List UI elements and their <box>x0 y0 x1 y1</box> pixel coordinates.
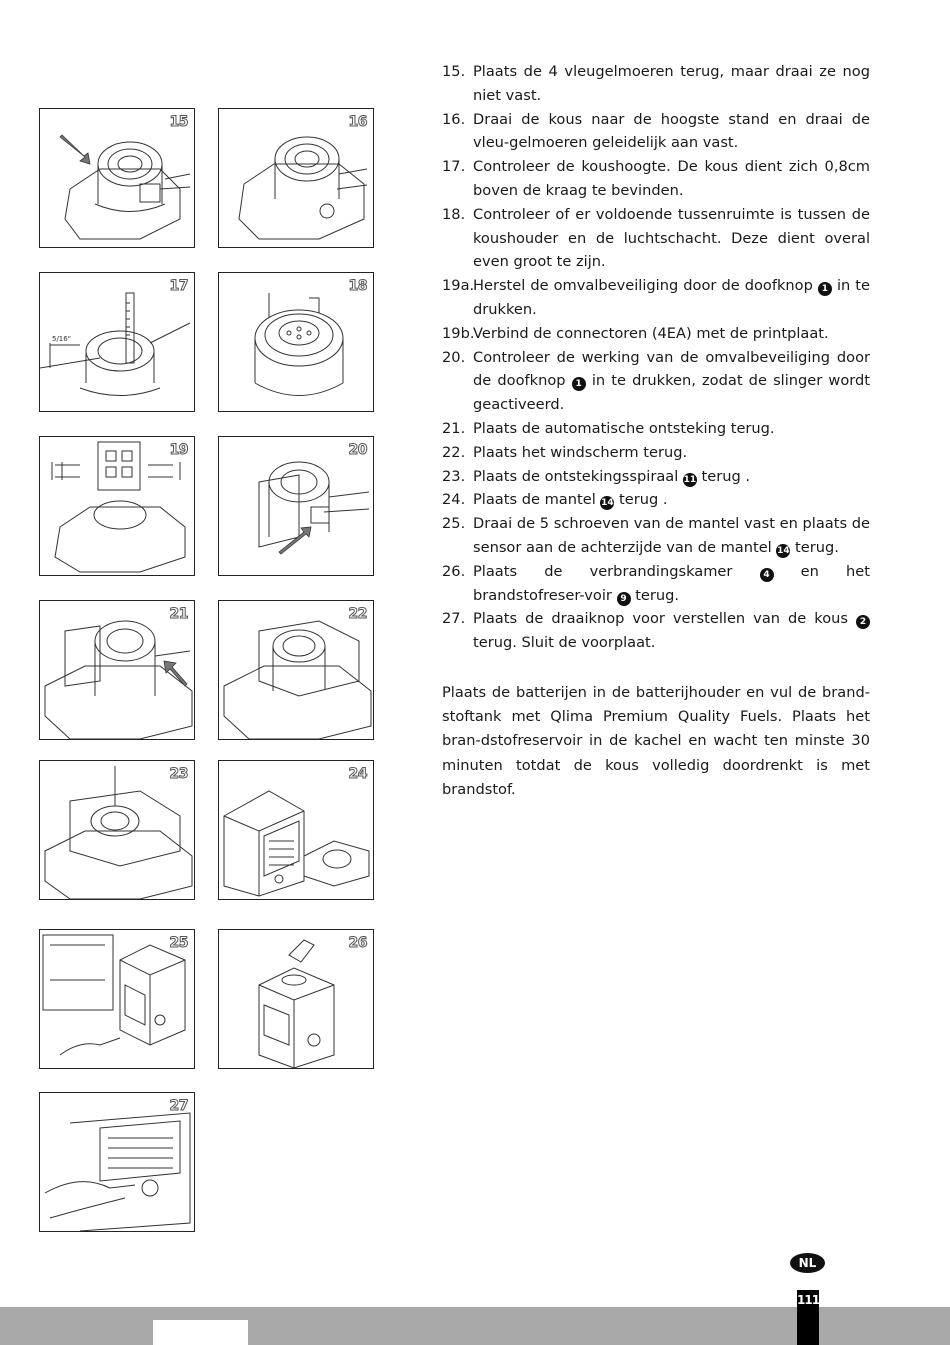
figure-15 <box>39 108 195 248</box>
part-number-icon: 9 <box>617 592 631 606</box>
step-number: 23. <box>442 467 466 485</box>
figure-19 <box>39 436 195 576</box>
figure-17 <box>39 272 195 412</box>
step-text: Plaats de mantel 14 terug . <box>473 491 668 509</box>
step-23 <box>442 465 870 489</box>
step-15 <box>442 60 870 108</box>
figure-24 <box>218 760 374 900</box>
step-number: 20. <box>442 348 466 366</box>
language-badge: NL <box>790 1253 825 1273</box>
figure-number: 25 <box>169 935 188 951</box>
step-text: Plaats de draaiknop voor verstellen van de kous 2 terug. Sluit de voorplaat. <box>473 607 870 655</box>
step-16 <box>442 108 870 156</box>
step-number: 27. <box>442 610 466 628</box>
step-text: Herstel de omvalbeveiliging door de doofknop 1 in te drukken. <box>473 277 870 318</box>
figure-number: 18 <box>348 278 367 294</box>
step-text: Plaats de ontstekingsspiraal 11 terug . <box>473 467 751 485</box>
step-24 <box>442 488 870 512</box>
figure-16 <box>218 108 374 248</box>
figure-number: 23 <box>169 766 188 782</box>
step-number: 18. <box>442 205 466 223</box>
step-22 <box>442 441 870 465</box>
step-text: Plaats de verbrandingskamer 4 en het brandstofreser-voir 9 terug. <box>473 562 870 604</box>
step-26 <box>442 560 870 608</box>
figure-number: 19 <box>169 442 188 458</box>
part-number-icon: 1 <box>818 282 832 296</box>
figure-number: 20 <box>348 442 367 458</box>
step-number: 22. <box>442 443 466 461</box>
step-20 <box>442 346 870 417</box>
closing-paragraph: Plaats de batterijen in de batterijhouder en vul de brand-stoftank met Qlima Premium Quality Fuels. Plaats het bran-dstofreservoir in de kachel en wacht ten minste 30 minuten totdat de kous volledig doordrenkt is met brandstof. <box>442 684 870 798</box>
figure-26 <box>218 929 374 1069</box>
step-text: Plaats de 4 vleugelmoeren terug, maar draai ze nog niet vast. <box>473 63 870 104</box>
step-21 <box>442 417 870 441</box>
part-number-icon: 14 <box>777 545 790 556</box>
figure-number: 26 <box>348 935 367 951</box>
step-text: Plaats de automatische ontsteking terug. <box>473 419 775 437</box>
figure-number: 24 <box>348 766 367 782</box>
step-number: 26. <box>442 562 466 580</box>
figure-27 <box>39 1092 195 1232</box>
step-text: Draai de kous naar de hoogste stand en draai de vleu-gelmoeren geleidelijk aan vast. <box>473 110 870 152</box>
step-number: 17. <box>442 158 466 176</box>
step-27 <box>442 607 870 655</box>
figure-23 <box>39 760 195 900</box>
part-number-icon: 1 <box>572 377 586 391</box>
step-17 <box>442 155 870 203</box>
part-number-icon: 11 <box>683 474 697 485</box>
step-number: 15. <box>442 63 466 80</box>
step-25 <box>442 512 870 560</box>
footer-white-block <box>153 1320 248 1345</box>
step-number: 24. <box>442 491 466 509</box>
step-19b <box>442 322 870 346</box>
part-number-icon: 2 <box>856 615 870 629</box>
step-text: Controleer de koushoogte. De kous dient zich 0,8cm boven de kraag te bevinden. <box>473 158 870 199</box>
step-19a <box>442 274 870 322</box>
figure-18 <box>218 272 374 412</box>
step-text: Controleer of er voldoende tussenruimte is tussen de koushouder en de luchtschacht. Deze dient overal even groot te zijn. <box>473 205 870 271</box>
page-number: 111 <box>797 1293 820 1307</box>
part-number-icon: 14 <box>601 498 614 509</box>
step-text: Controleer de werking van de omvalbeveiliging door de doofknop 1 in te drukken, zodat de slinger wordt geactiveerd. <box>473 348 871 414</box>
measurement-label: 5/16" <box>52 335 71 343</box>
step-number: 19a. <box>442 277 475 295</box>
figure-number: 27 <box>169 1098 188 1114</box>
step-text: Plaats het windscherm terug. <box>473 443 688 461</box>
figure-number: 22 <box>348 606 367 622</box>
step-number: 19b. <box>442 324 475 342</box>
figure-number: 15 <box>169 114 188 130</box>
step-text: Verbind de connectoren (4EA) met de printplaat. <box>473 324 829 342</box>
figure-25 <box>39 929 195 1069</box>
instruction-steps <box>442 60 870 655</box>
figure-number: 17 <box>169 278 188 294</box>
step-text: Draai de 5 schroeven van de mantel vast en plaats de sensor aan de achterzijde van de mantel 14 terug. <box>473 515 870 556</box>
figure-number: 16 <box>348 114 367 130</box>
step-18 <box>442 203 870 274</box>
step-number: 16. <box>442 110 466 128</box>
figure-21 <box>39 600 195 740</box>
figure-number: 21 <box>169 606 188 622</box>
step-number: 21. <box>442 419 466 437</box>
figure-20 <box>218 436 374 576</box>
figure-22 <box>218 600 374 740</box>
step-number: 25. <box>442 515 466 533</box>
part-number-icon: 4 <box>760 568 774 582</box>
